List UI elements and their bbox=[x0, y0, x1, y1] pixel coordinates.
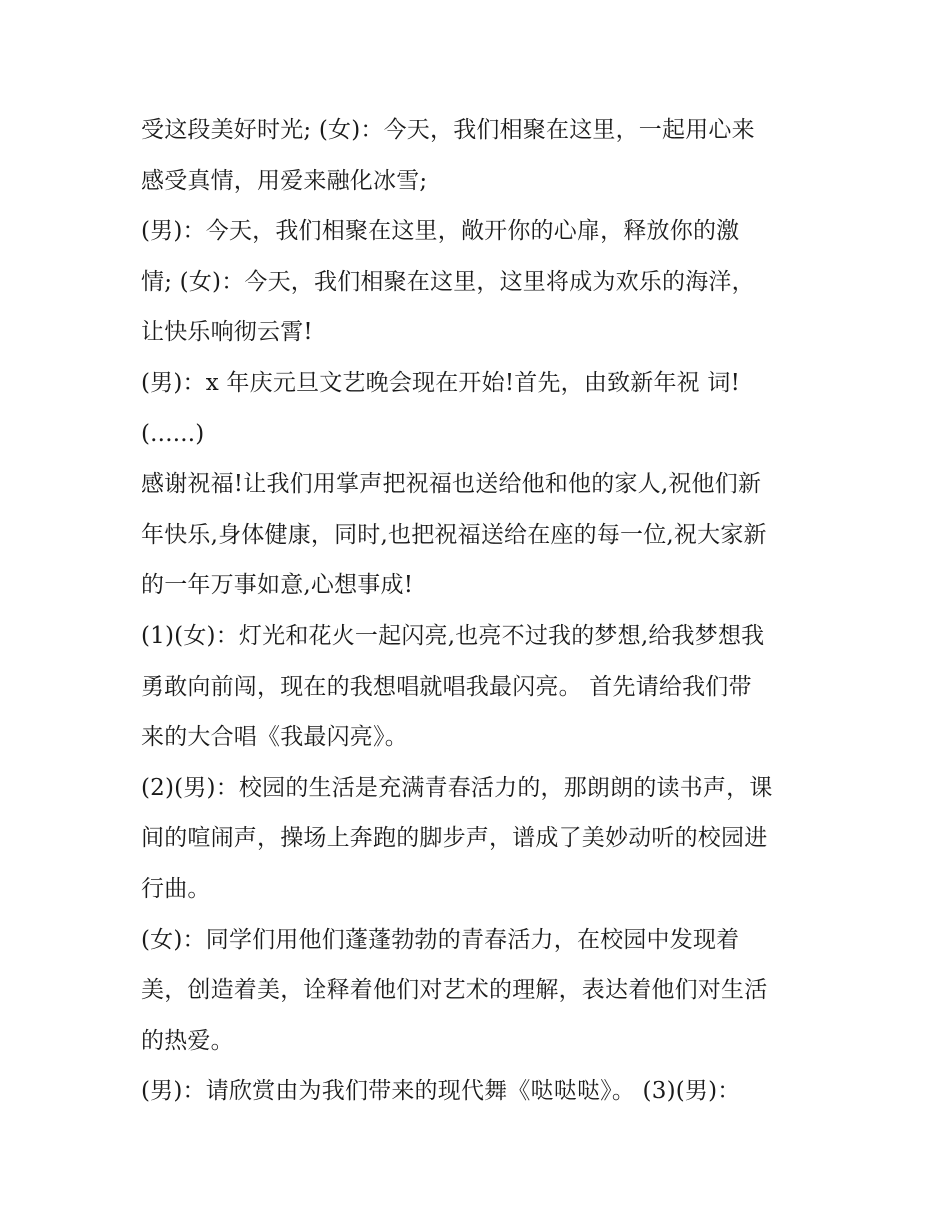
text-line: (男)：x 年庆元旦文艺晚会现在开始!首先，由致新年祝 词! bbox=[141, 369, 741, 396]
text-line: 情; (女)：今天，我们相聚在这里，这里将成为欢乐的海洋， bbox=[141, 268, 755, 295]
text-line: (1)(女)：灯光和花火一起闪亮,也亮不过我的梦想,给我梦想我 bbox=[141, 622, 765, 649]
text-line: 的热爱。 bbox=[141, 1027, 234, 1054]
text-line: (2)(男)：校园的生活是充满青春活力的，那朗朗的读书声，课 bbox=[141, 774, 773, 801]
text-line: 年快乐,身体健康，同时,也把祝福送给在座的每一位,祝大家新 bbox=[141, 521, 767, 548]
text-line: 勇敢向前闯，现在的我想唱就唱我最闪亮。 首先请给我们带 bbox=[141, 673, 752, 700]
text-line: (女)：同学们用他们蓬蓬勃勃的青春活力，在校园中发现着 bbox=[141, 926, 740, 953]
text-line: 受这段美好时光; (女)：今天，我们相聚在这里，一起用心来 bbox=[141, 117, 755, 143]
text-line: 来的大合唱《我最闪亮》。 bbox=[141, 724, 408, 751]
text-line: 感谢祝福!让我们用掌声把祝福也送给他和他的家人,祝他们新 bbox=[141, 471, 762, 498]
text-line: 间的喧闹声，操场上奔跑的脚步声，谱成了美妙动听的校园进 bbox=[141, 825, 768, 852]
text-line: 行曲。 bbox=[141, 875, 211, 902]
text-line: (......) bbox=[141, 420, 205, 447]
text-line: (男)：请欣赏由为我们带来的现代舞《哒哒哒》。 (3)(男)： bbox=[141, 1078, 741, 1105]
text-line: 美，创造着美，诠释着他们对艺术的理解，表达着他们对生活 bbox=[141, 977, 768, 1004]
text-line: 让快乐响彻云霄! bbox=[141, 319, 313, 346]
text-line: 的一年万事如意,心想事成! bbox=[141, 572, 414, 599]
text-line: 感受真情，用爱来融化冰雪; bbox=[141, 167, 428, 194]
text-line: (男)：今天，我们相聚在这里，敞开你的心扉，释放你的激 bbox=[141, 218, 740, 245]
document-body bbox=[141, 105, 821, 1117]
